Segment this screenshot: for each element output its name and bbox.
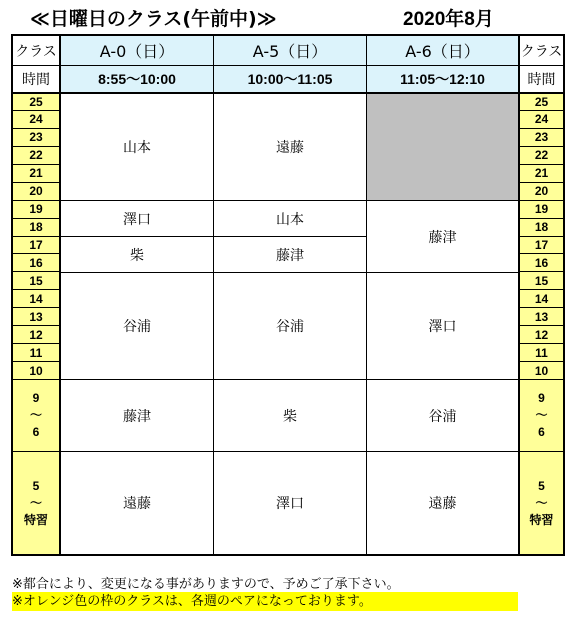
slot-a6-levels-9-6: 谷浦 bbox=[366, 379, 518, 451]
level-group-top: 9 bbox=[32, 391, 40, 405]
level-21-left: 21 bbox=[13, 164, 59, 182]
level-23-left: 23 bbox=[13, 128, 59, 146]
level-11-right: 11 bbox=[518, 343, 563, 361]
level-group-bottom: 6 bbox=[538, 425, 545, 439]
level-21-right: 21 bbox=[518, 164, 563, 182]
level-12-right: 12 bbox=[518, 325, 563, 343]
slot-a5-levels-25-20: 遠藤 bbox=[213, 92, 366, 200]
level-22-left: 22 bbox=[13, 146, 59, 164]
level-group-bottom: 6 bbox=[32, 425, 40, 439]
schedule-change-note: ※都合により、変更になる事がありますので、予めご了承下さい。 bbox=[12, 577, 400, 592]
level-12-left: 12 bbox=[13, 325, 59, 343]
level-group-top: 5 bbox=[32, 478, 40, 493]
slot-a6-levels-19-16: 藤津 bbox=[366, 200, 518, 272]
level-group-mid: 〜 bbox=[29, 495, 42, 510]
level-group-top: 5 bbox=[538, 478, 545, 493]
level-24-right: 24 bbox=[518, 110, 563, 128]
class-header-right: クラス bbox=[518, 36, 563, 65]
class-a6-time: 11:05〜12:10 bbox=[366, 65, 518, 92]
level-14-right: 14 bbox=[518, 289, 563, 307]
level-group-top: 9 bbox=[538, 391, 545, 405]
level-17-right: 17 bbox=[518, 236, 563, 254]
level-11-left: 11 bbox=[13, 343, 59, 361]
class-a6-name: A-6（日） bbox=[366, 36, 518, 65]
level-17-left: 17 bbox=[13, 236, 59, 254]
level-group-mid: 〜 bbox=[535, 408, 548, 422]
slot-a0-levels-17-16: 柴 bbox=[59, 236, 213, 272]
level-group-bottom: 特習 bbox=[529, 512, 554, 527]
time-header-right: 時間 bbox=[518, 65, 563, 92]
slot-a0-levels-25-20: 山本 bbox=[59, 92, 213, 200]
level-24-left: 24 bbox=[13, 110, 59, 128]
class-a5-time: 10:00〜11:05 bbox=[213, 65, 366, 92]
level-group-5-special-right bbox=[518, 451, 563, 554]
level-25-left: 25 bbox=[13, 92, 59, 110]
pair-class-note: ※オレンジ色の枠のクラスは、各週のペアになっております。 bbox=[12, 592, 518, 611]
schedule-table bbox=[11, 34, 565, 556]
level-19-left: 19 bbox=[13, 200, 59, 218]
level-16-right: 16 bbox=[518, 253, 563, 271]
level-18-right: 18 bbox=[518, 218, 563, 236]
slot-a5-levels-17-16: 藤津 bbox=[213, 236, 366, 272]
level-group-9-6-left bbox=[13, 379, 59, 451]
month-label: 2020年8月 bbox=[403, 9, 494, 30]
level-20-right: 20 bbox=[518, 182, 563, 200]
level-15-left: 15 bbox=[13, 271, 59, 289]
level-13-right: 13 bbox=[518, 307, 563, 325]
level-group-5-special-left bbox=[13, 451, 59, 554]
class-a0-time: 8:55〜10:00 bbox=[59, 65, 213, 92]
level-group-9-6-right bbox=[518, 379, 563, 451]
class-header-left: クラス bbox=[13, 36, 59, 65]
level-22-right: 22 bbox=[518, 146, 563, 164]
level-15-right: 15 bbox=[518, 271, 563, 289]
level-16-left: 16 bbox=[13, 253, 59, 271]
level-group-mid: 〜 bbox=[29, 408, 42, 422]
slot-a6-levels-5-special: 遠藤 bbox=[366, 451, 518, 554]
level-group-bottom: 特習 bbox=[23, 512, 48, 527]
slot-a0-levels-5-special: 遠藤 bbox=[59, 451, 213, 554]
slot-a5-levels-15-10: 谷浦 bbox=[213, 272, 366, 379]
slot-a6-levels-15-10: 澤口 bbox=[366, 272, 518, 379]
level-group-mid: 〜 bbox=[535, 495, 548, 510]
slot-a5-levels-5-special: 澤口 bbox=[213, 451, 366, 554]
level-19-right: 19 bbox=[518, 200, 563, 218]
level-14-left: 14 bbox=[13, 289, 59, 307]
class-a0-name: A-0（日） bbox=[59, 36, 213, 65]
slot-a6-levels-25-20-unavailable bbox=[366, 92, 518, 200]
class-a5-name: A-5（日） bbox=[213, 36, 366, 65]
level-10-right: 10 bbox=[518, 361, 563, 379]
slot-a5-levels-9-6: 柴 bbox=[213, 379, 366, 451]
slot-a5-levels-19-18: 山本 bbox=[213, 200, 366, 236]
page-title: ≪日曜日のクラス(午前中)≫ bbox=[30, 8, 277, 30]
level-13-left: 13 bbox=[13, 307, 59, 325]
level-25-right: 25 bbox=[518, 92, 563, 110]
slot-a0-levels-9-6: 藤津 bbox=[59, 379, 213, 451]
level-23-right: 23 bbox=[518, 128, 563, 146]
slot-a0-levels-19-18: 澤口 bbox=[59, 200, 213, 236]
level-20-left: 20 bbox=[13, 182, 59, 200]
level-18-left: 18 bbox=[13, 218, 59, 236]
time-header-left: 時間 bbox=[13, 65, 59, 92]
slot-a0-levels-15-10: 谷浦 bbox=[59, 272, 213, 379]
level-10-left: 10 bbox=[13, 361, 59, 379]
